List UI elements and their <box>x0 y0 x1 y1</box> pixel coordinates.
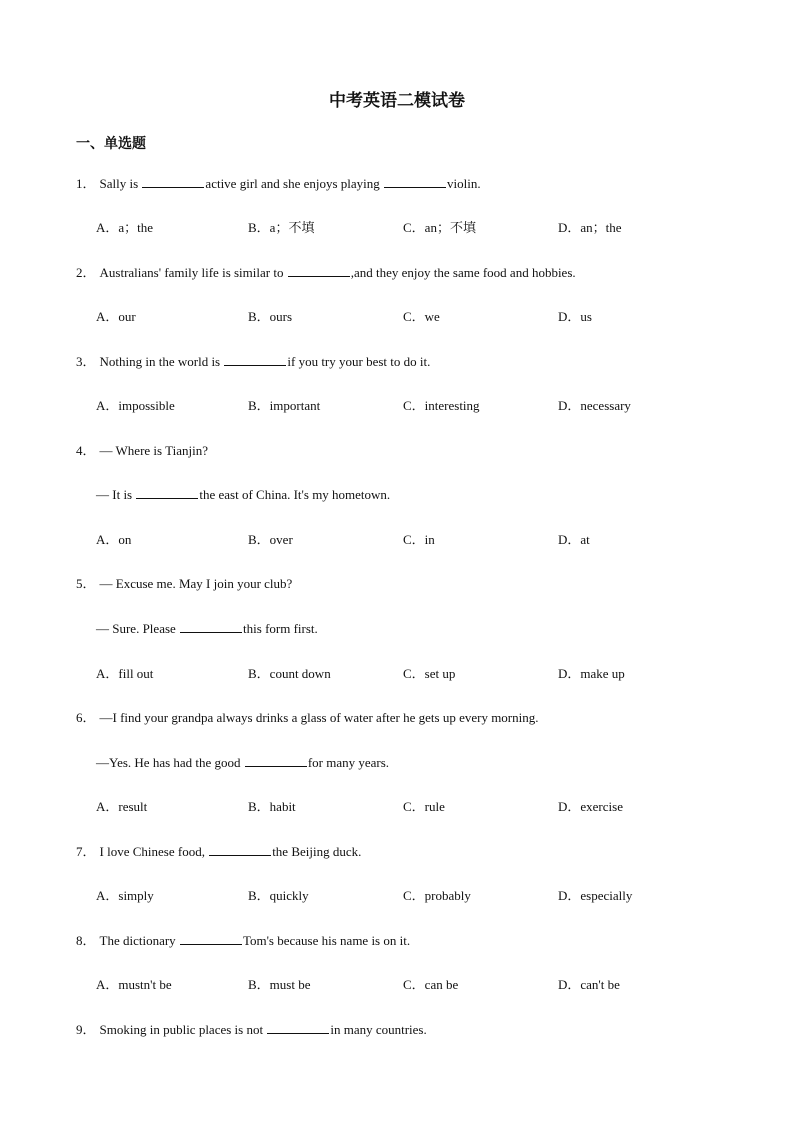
answer-blank <box>180 620 242 633</box>
option-c[interactable]: C．can be <box>403 977 459 992</box>
question-1-stem: 1． Sally is active girl and she enjoys playing violin. <box>76 176 481 191</box>
option-b[interactable]: B．important <box>248 398 321 413</box>
option-d[interactable]: D．can't be <box>558 977 620 992</box>
question-number: 3． <box>76 354 96 369</box>
answer-blank <box>209 843 271 856</box>
question-7-stem: 7． I love Chinese food, the Beijing duck. <box>76 844 362 859</box>
question-5-stem: 5． — Excuse me. May I join your club? <box>76 576 293 591</box>
question-5-reply: — Sure. Please this form first. <box>96 621 318 636</box>
question-9-stem: 9． Smoking in public places is not in many countries. <box>76 1022 427 1037</box>
option-a[interactable]: A．mustn't be <box>96 977 172 992</box>
option-c[interactable]: C．an；不填 <box>403 220 476 235</box>
option-d[interactable]: D．us <box>558 309 592 324</box>
question-4-stem: 4． — Where is Tianjin? <box>76 443 208 458</box>
question-number: 8． <box>76 933 96 948</box>
question-6-reply: —Yes. He has had the good for many years. <box>96 755 390 770</box>
option-c[interactable]: C．in <box>403 532 435 547</box>
answer-blank <box>136 486 198 499</box>
question-number: 5． <box>76 576 96 591</box>
option-b[interactable]: B．must be <box>248 977 311 992</box>
answer-blank <box>267 1021 329 1034</box>
option-d[interactable]: D．an；the <box>558 220 622 235</box>
question-2-stem: 2． Australians' family life is similar to ,and they enjoy the same food and hobbies. <box>76 265 576 280</box>
option-d[interactable]: D．make up <box>558 666 625 681</box>
option-c[interactable]: C．rule <box>403 799 445 814</box>
answer-blank <box>142 175 204 188</box>
option-d[interactable]: D．necessary <box>558 398 631 413</box>
option-b[interactable]: B．count down <box>248 666 331 681</box>
option-c[interactable]: C．interesting <box>403 398 480 413</box>
option-a[interactable]: A．a；the <box>96 220 154 235</box>
option-b[interactable]: B．a；不填 <box>248 220 315 235</box>
question-6-stem: 6． —I find your grandpa always drinks a glass of water after he gets up every morning. <box>76 710 539 725</box>
option-c[interactable]: C．probably <box>403 888 471 903</box>
question-4-reply: — It is the east of China. It's my hometown. <box>96 487 391 502</box>
question-8-stem: 8． The dictionary Tom's because his name is on it. <box>76 933 411 948</box>
option-a[interactable]: A．impossible <box>96 398 175 413</box>
option-a[interactable]: A．on <box>96 532 132 547</box>
question-number: 4． <box>76 443 96 458</box>
option-c[interactable]: C．we <box>403 309 440 324</box>
answer-blank <box>245 754 307 767</box>
option-b[interactable]: B．over <box>248 532 293 547</box>
question-number: 7． <box>76 844 96 859</box>
question-3-stem: 3． Nothing in the world is if you try your best to do it. <box>76 354 431 369</box>
option-a[interactable]: A．simply <box>96 888 154 903</box>
section-heading: 一、单选题 <box>76 136 146 152</box>
option-a[interactable]: A．our <box>96 309 136 324</box>
option-a[interactable]: A．result <box>96 799 148 814</box>
option-d[interactable]: D．at <box>558 532 590 547</box>
question-number: 6． <box>76 710 96 725</box>
question-number: 9． <box>76 1022 96 1037</box>
option-c[interactable]: C．set up <box>403 666 456 681</box>
question-number: 1． <box>76 176 96 191</box>
answer-blank <box>384 175 446 188</box>
page-title: 中考英语二模试卷 <box>329 91 465 111</box>
question-number: 2． <box>76 265 96 280</box>
answer-blank <box>224 353 286 366</box>
option-a[interactable]: A．fill out <box>96 666 154 681</box>
option-d[interactable]: D．especially <box>558 888 633 903</box>
option-b[interactable]: B．habit <box>248 799 296 814</box>
option-b[interactable]: B．quickly <box>248 888 309 903</box>
answer-blank <box>180 932 242 945</box>
answer-blank <box>288 264 350 277</box>
option-b[interactable]: B．ours <box>248 309 293 324</box>
option-d[interactable]: D．exercise <box>558 799 623 814</box>
